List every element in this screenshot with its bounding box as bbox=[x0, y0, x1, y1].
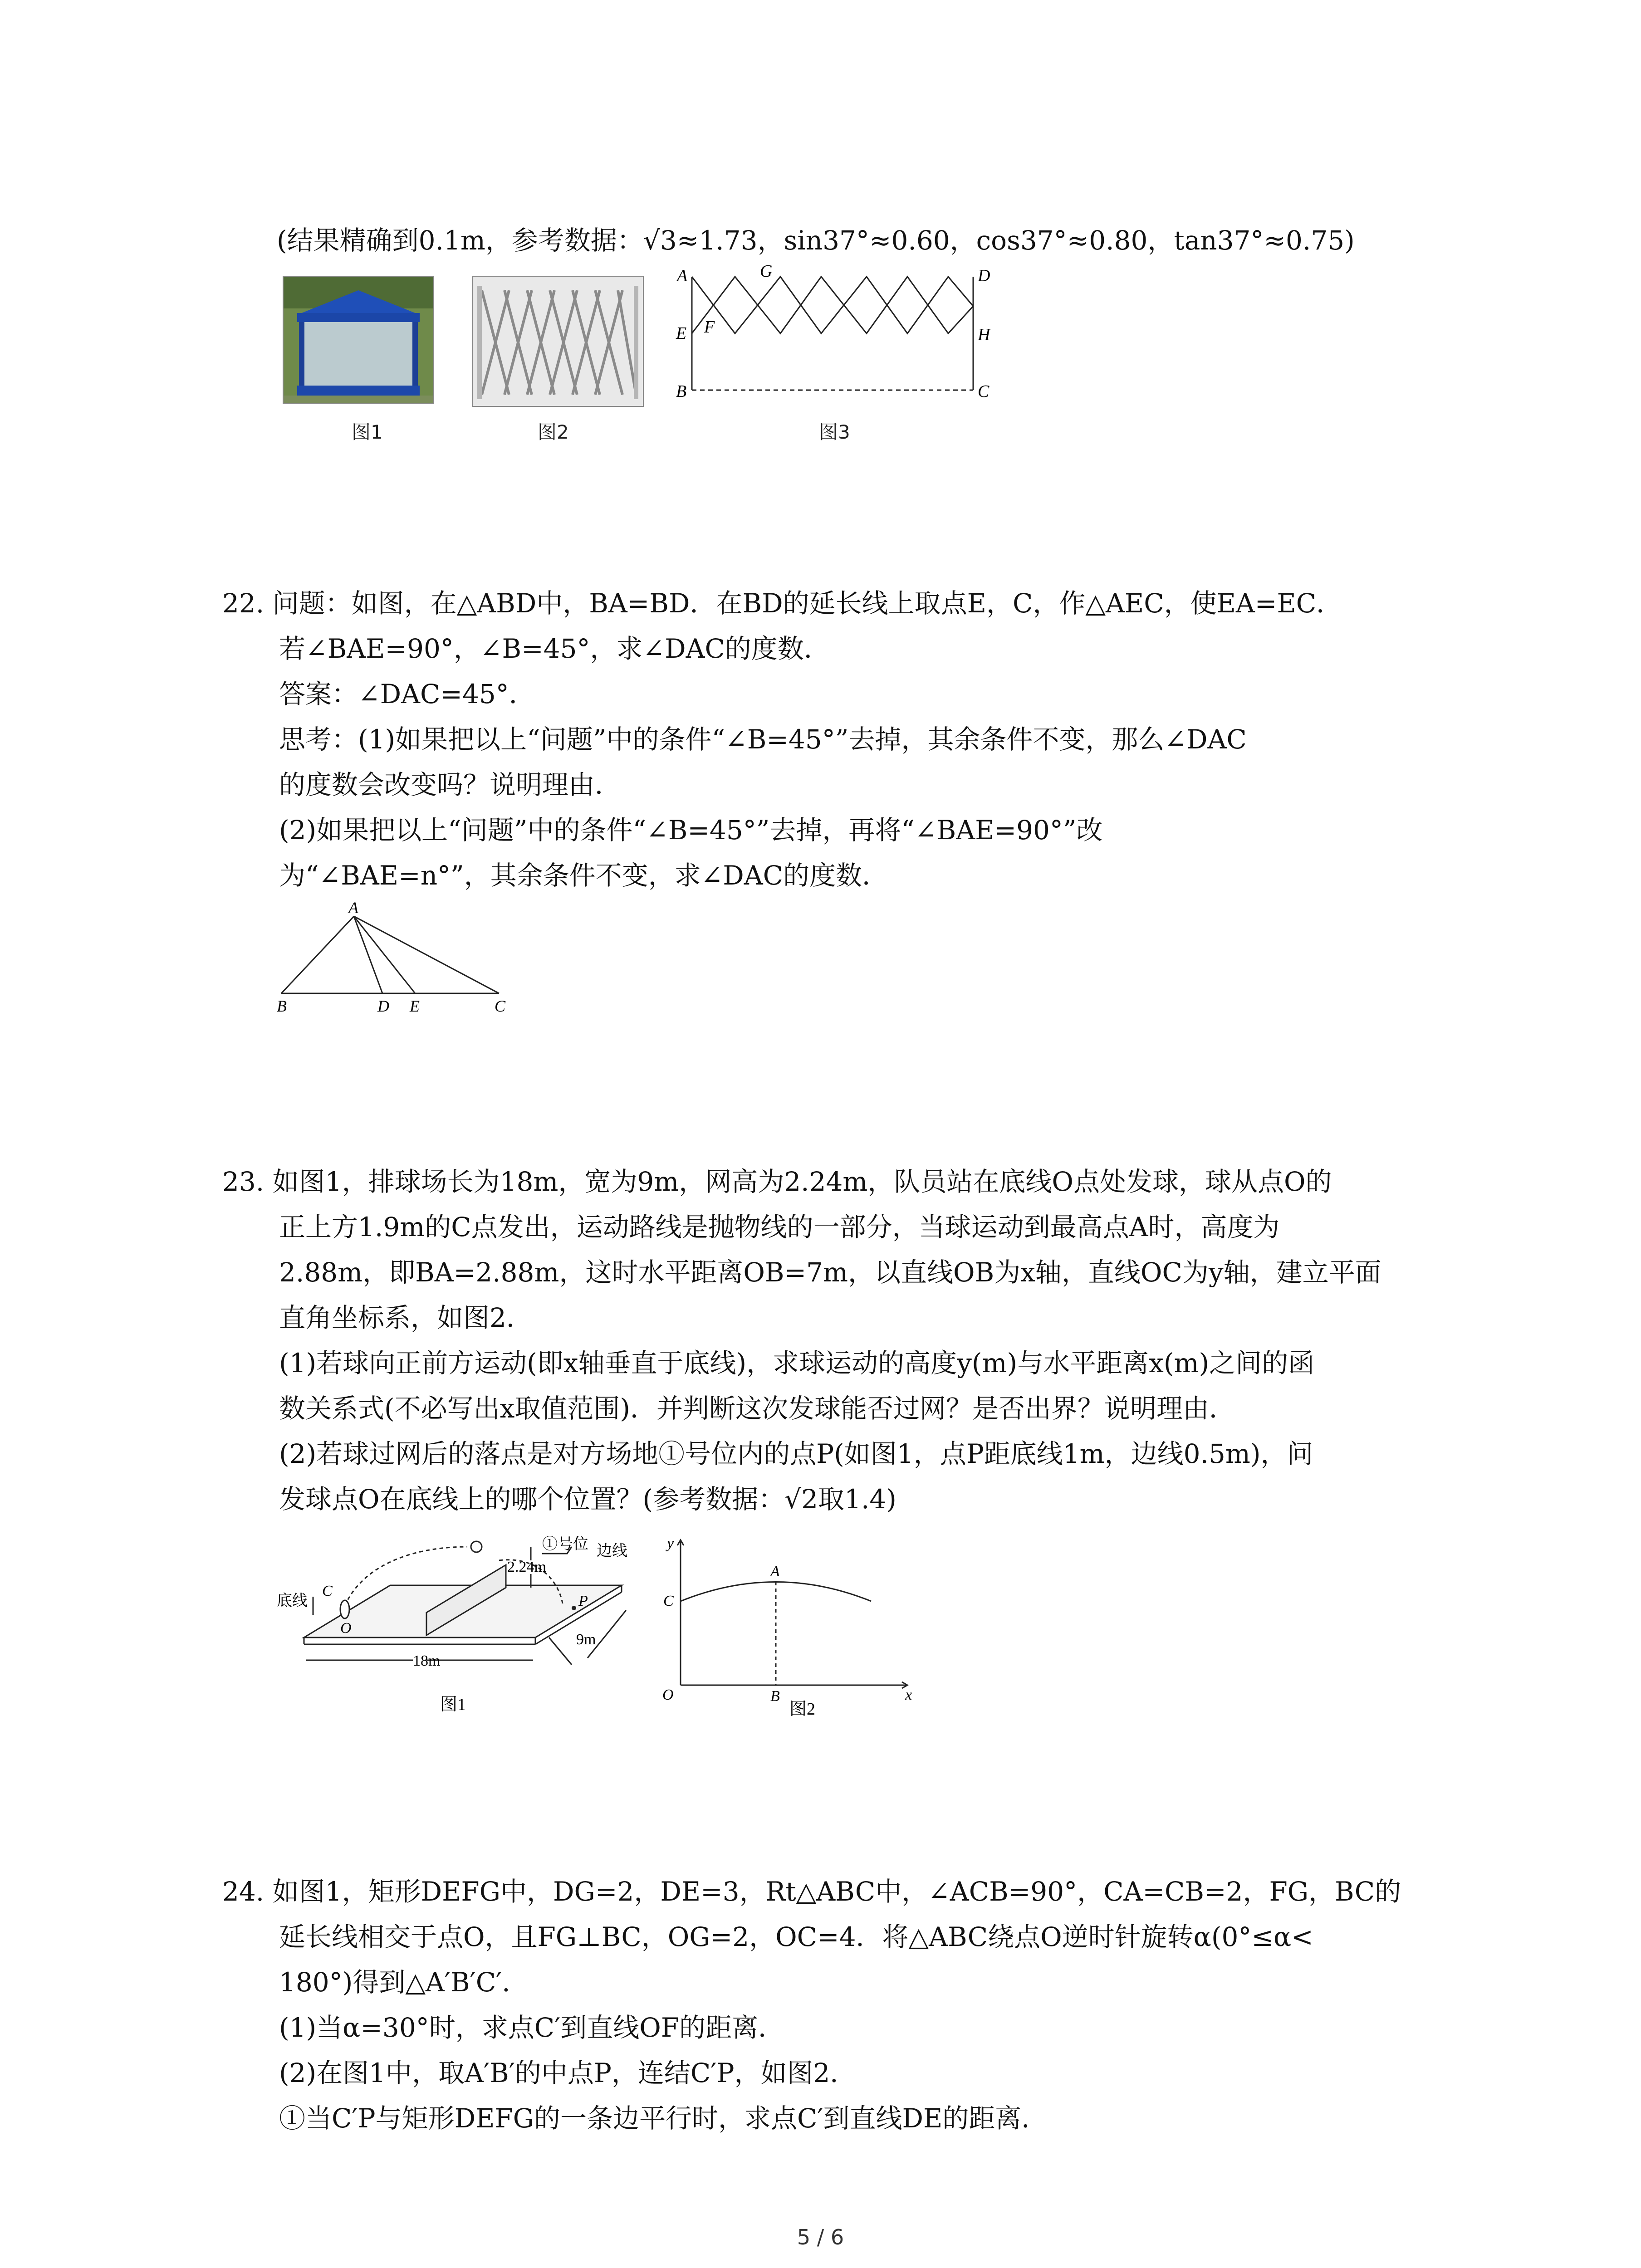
point-C-label: C bbox=[322, 1583, 333, 1599]
figure-1-caption: 图1 bbox=[352, 421, 383, 443]
trajectory-graph bbox=[653, 1531, 926, 1721]
width-label: 9m bbox=[576, 1631, 596, 1648]
point-P-label: P bbox=[578, 1593, 588, 1609]
q24-line-6: ①当C′P与矩形DEFG的一条边平行时，求点C′到直线DE的距离． bbox=[279, 2103, 1048, 2134]
q22-line-3: 答案：∠DAC=45°． bbox=[279, 679, 535, 709]
court-fig-caption: 图1 bbox=[440, 1695, 466, 1714]
q22-line-2: 若∠BAE=90°，∠B=45°，求∠DAC的度数． bbox=[279, 633, 830, 664]
length-label: 18m bbox=[413, 1652, 441, 1669]
label-C: C bbox=[495, 997, 506, 1014]
q24-line-2: 延长线相交于点O，且FG⊥BC，OG=2，OC=4．将△ABC绕点O逆时针旋转α(0°≤α< bbox=[279, 1921, 1313, 1952]
q23-line-7: (2)若球过网后的落点是对方场地①号位内的点P(如图1，点P距底线1m，边线0.5m)，问 bbox=[279, 1438, 1313, 1469]
tent-photo bbox=[283, 276, 434, 404]
label-D: D bbox=[978, 266, 990, 285]
reference-data-line: (结果精确到0.1m，参考数据：√3≈1.73，sin37°≈0.60，cos37°≈0.80，tan37°≈0.75) bbox=[277, 225, 1355, 256]
point-O-label: O bbox=[340, 1620, 352, 1637]
zone-label: ①号位 bbox=[542, 1536, 588, 1553]
q23-line-3: 2.88m，即BA=2.88m，这时水平距离OB=7m，以直线OB为x轴，直线OC为y轴，建立平面 bbox=[279, 1257, 1381, 1288]
frame-diagram bbox=[671, 261, 1007, 411]
label-D: D bbox=[377, 997, 389, 1014]
q23-line-1: 23. 如图1，排球场长为18m，宽为9m，网高为2.24m，队员站在底线O点处发球，球从点O的 bbox=[222, 1166, 1332, 1197]
q22-line-7: 为“∠BAE=n°”，其余条件不变，求∠DAC的度数． bbox=[279, 860, 889, 891]
q23-line-8: 发球点O在底线上的哪个位置？(参考数据：√2取1.4) bbox=[279, 1484, 896, 1515]
origin-label: O bbox=[662, 1686, 674, 1703]
label-E: E bbox=[676, 324, 687, 343]
label-H: H bbox=[978, 325, 990, 344]
label-G: G bbox=[760, 262, 773, 281]
q22-line-6: (2)如果把以上“问题”中的条件“∠B=45°”去掉，再将“∠BAE=90°”改 bbox=[279, 815, 1103, 846]
volleyball-court-figure bbox=[277, 1529, 653, 1719]
page-number: 5 / 6 bbox=[797, 2225, 844, 2249]
q24-line-4: (1)当α=30°时，求点C′到直线OF的距离． bbox=[279, 2012, 785, 2043]
q23-line-5: (1)若球向正前方运动(即x轴垂直于底线)，求球运动的高度y(m)与水平距离x(m)之间的函 bbox=[279, 1348, 1315, 1378]
q23-line-2: 正上方1.9m的C点发出，运动路线是抛物线的一部分，当球运动到最高点A时，高度为 bbox=[279, 1212, 1280, 1242]
q22-line-1: 22. 问题：如图，在△ABD中，BA=BD．在BD的延长线上取点E，C，作△AEC，使EA=EC． bbox=[222, 588, 1343, 619]
q22-line-5: 的度数会改变吗？说明理由． bbox=[279, 769, 622, 800]
label-E: E bbox=[410, 997, 420, 1014]
graph-fig-caption: 图2 bbox=[789, 1700, 816, 1719]
label-C: C bbox=[978, 382, 989, 401]
sideline-label: 边线 bbox=[597, 1543, 627, 1559]
triangle-figure bbox=[272, 900, 526, 1014]
q23-line-6: 数关系式(不必写出x取值范围)．并判断这次发球能否过网？是否出界？说明理由． bbox=[279, 1393, 1235, 1424]
label-B: B bbox=[676, 382, 687, 401]
point-B-label: B bbox=[770, 1688, 780, 1705]
baseline-label: 底线 bbox=[277, 1593, 308, 1609]
point-A-label: A bbox=[770, 1563, 780, 1580]
point-C-label: C bbox=[663, 1593, 674, 1609]
q22-line-4: 思考：(1)如果把以上“问题”中的条件“∠B=45°”去掉，其余条件不变，那么∠DAC bbox=[279, 724, 1247, 755]
label-A: A bbox=[677, 266, 688, 285]
net-height-label: 2.24m bbox=[507, 1559, 546, 1575]
label-B: B bbox=[277, 997, 287, 1014]
axis-y-label: y bbox=[667, 1535, 674, 1552]
q24-line-3: 180°)得到△A′B′C′． bbox=[279, 1967, 529, 1998]
label-A: A bbox=[348, 900, 358, 917]
q24-line-5: (2)在图1中，取A′B′的中点P，连结C′P，如图2． bbox=[279, 2058, 857, 2088]
folded-frame-photo bbox=[472, 276, 644, 407]
label-F: F bbox=[704, 318, 715, 337]
q24-line-1: 24. 如图1，矩形DEFG中，DG=2，DE=3，Rt△ABC中，∠ACB=90°，CA=CB=2，FG，BC的 bbox=[222, 1876, 1401, 1907]
axis-x-label: x bbox=[905, 1686, 912, 1703]
figure-2-caption: 图2 bbox=[538, 421, 569, 443]
figure-3-caption: 图3 bbox=[819, 421, 850, 443]
q23-line-4: 直角坐标系，如图2． bbox=[279, 1302, 533, 1333]
